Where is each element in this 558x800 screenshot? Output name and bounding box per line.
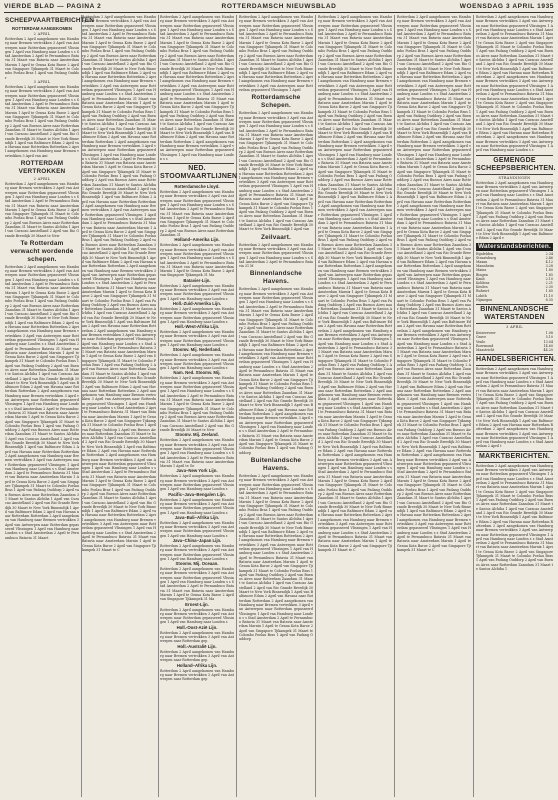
station-name: Nijmegen	[476, 297, 493, 302]
subsection-heading: Holl.-West-Afrika Lijn.	[174, 324, 220, 330]
subsection-heading: Ernest-Lijn.	[185, 601, 209, 607]
date-line: 3 APRIL	[506, 325, 523, 330]
water-level-value: 3.28	[545, 264, 553, 269]
article-text: Rotterdam 2 April aangekomen van Hamburg naar Bremen vertrokken 3 April van Antwerpen naar Rotterdam gepasseerd Vlissingen 1 April van Hamburg naar Londen s s Stad Amsterdam 2 April te Pernambuco Batavia 31 Maart van Batavia naar Amsterdam Marnix 1 April te Genua Kota Baroe 2 April van Singapore Tjikampek 31 Maart te Colombo Poelau Bras 1 April van Padang Ouddorp 2 April van Buenos Aires naar Rotterdam Zaandam 31	[160, 190, 234, 238]
column-6	[395, 15, 474, 797]
water-level-value: 1.85	[545, 272, 553, 277]
subsection-heading: Rotterdamsche Lloyd.	[174, 184, 220, 190]
article-text: Rotterdam 2 April aangekomen van Hamburg naar Bremen vertrokken 3 April van Antwerpen naar Rotterdam gepasseerd Vlissingen 1 April van Hamburg naar Londen s	[160, 543, 234, 561]
section-heading: Buitenlandsche Havens.	[250, 457, 302, 473]
section-heading: GEMENGDE SCHEEPSBERICHTEN.	[476, 155, 553, 175]
section-heading: ROTTERDAM VERTROKKEN	[18, 160, 66, 176]
article-text: Rotterdam 2 April aangekomen van Hamburg naar Bremen vertrokken 3 April van Antwerpen naar Rotterdam gepasseerd Vlissingen 1 April van Hamburg naar Londen s s Stad Amsterdam 2 April te Pernambuco Batavia 31 Maart van Batavia naar Amsterdam Marnix 1 April te Genua Kota Baroe 2 April van Singapore Tjikampek 31 Maart te Colombo Poelau Bras 1 April van Padang Ouddorp 2 April van Buenos Aires naar Rotterdam Zaandam 31 Maart te Santos Alchiba 1 April van Curacao Amstelland 2 April van Rio Grande Breedijk 30 Maart te New York Binnendijk 1 April van Baltimore Edam 2 April van Havana naar Rotterdam Rotterdam 2 April aangekomen van Hamburg naar Bremen vertrokken 3 April van Antwerpen naar Rotterdam gepasseerd Vlissingen 1 April van Hamburg naar Londen s s Stad Amsterdam 2 April te Pernambuco Batavia 31 Maart van Batavia naar Amsterdam Marnix 1 April te Genua Kota Baroe 2 April van Singapore Tjikampek 31 Maart te Colombo Poelau Bras 1 April van Padang Ouddorp 2 April van Buenos Aires naar Rotterdam Zaandam 31 Maart te Santos Alchiba 1	[476, 463, 553, 571]
subsection-heading: Java–China–Japan Lijn.	[172, 537, 222, 543]
water-level-value: 2.34	[545, 251, 553, 256]
station-name: Straatsburg	[476, 255, 497, 260]
article-text: Rotterdam 2 April aangekomen van Hamburg naar Bremen vertrokken 3 April van Antwerpen naar Rotterdam gepasseerd Vlissingen 1 April van Hamburg naar Londen s	[160, 353, 234, 371]
article-text: Rotterdam 2 April aangekomen van Hamburg naar Bremen vertrokken 3 April van Antwerpen naar Rotterdam gepasseerd Vlissingen 1 April van Hamburg naar Londen s s Stad Amsterdam 2 April te Pernambuco Batavia 31 Maart van Batavia naar Amsterdam Marnix 1 April te Genua Kota Baroe 2 April van Singapore Tjikampek 31 Maart te Colombo Poelau Bras 1 April van Padang Ouddorp 2 April van Buenos Aires naar Rotterdam Zaandam 31 Maart te Santos Alchiba 1 April van Curacao Amstelland 2 April van Rio Grande Breedijk 30 Maart te New York Binnendijk 1 April van Baltimore Edam 2 April van Havana naar Rotterdam Rotterdam 2 April aangekomen van Hamburg naar Bremen vertrokken 3 April van Antwerpen naar Rotterdam gepasseerd Vlissingen 1 April van Hamburg naar Londen s s Stad Amsterdam 2 April te Pernambuco Batavia 31 Maart van Batavia naar Amsterdam Marnix 1 April te Genua Kota Baroe 2 April van Singapore Tjikampek 31 Maart te Colombo Poelau Bras 1 April van Padang Ouddorp 2 April van Buenos Aires naar Rotterdam Zaandam 31 Maart te Santos Alchiba 1 April van Curacao Amstelland 2 April van Rio Grande Breedijk 30 Maart te New York Binnendijk 1 April van Baltimore Edam 2 April van Havana naar Rotterdam Rotterdam 2 April aangekomen van Hamburg naar Bremen vertrokken 3 April van Antwerpen naar Rotterdam gepasseerd Vlissingen 1 April van Hamburg naar Londen s s Stad Amsterdam 2 April te Pernambuco Batavia 31 Maart van Batavia naar Amsterdam Marnix 1 April te Genua Kota Baroe 2 April van Singapore Tjikampek 31 Maart te Colombo Poelau Bras 1 April van Padang Ouddorp 2 April van Buenos Aires naar Rotterdam Zaandam 31 Maart te Santos Alchiba 1 April van Curacao Amstelland 2 April van Rio Grande Breedijk 30 Maart te New York Binnendijk 1 April van Baltimore Edam 2 April van Havana naar Rotterdam Rotterdam 2 April aangekomen van Hamburg naar Bremen vertrokken 3 April van Antwerpen naar Rotterdam gepasseerd Vlissingen 1 April van Hamburg naar Londen s s Stad Amsterdam 2 April te Pernambuco Batavia 31 Maart van Batavia naar Amsterdam Marnix 1 April te Genua Kota Baroe 2 April van Singapore Tjikampek 31 Maart te Colombo Poelau Bras 1 April van Padang Ouddorp 2 April van Buenos Aires naar Rotterdam Zaandam 31 Maart te Santos Alchiba 1 April van Curacao Amstelland 2 April van Rio Grande Breedijk 30 Maart te New York Binnendijk 1 April van Baltimore Edam 2 April van Havana naar Rotterdam Rotterdam 2 April aangekomen van Hamburg naar Bremen vertrokken 3 April van Antwerpen naar Rotterdam gepasseerd Vlissingen 1 April van Hamburg naar Londen s s Stad Amsterdam 2 April te Pernambuco Batavia 31 Maart van Batavia naar Amsterdam Marnix 1 April te Genua Kota Baroe 2 April van Singapore Tjikampek 31 Maart te Colombo Poelau Bras 1 April van Padang Ouddorp 2 April van Buenos Aires naar Rotterdam Zaandam 31 Maart te Santos Alchiba 1 April van Curacao Amstelland 2 April van Rio Grande Breedijk 30 Maart te New York Binnendijk 1 April van Baltimore Edam 2 April van Havana naar Rotterdam Rotterdam 2 April aangekomen van Hamburg naar Bremen vertrokken 3 April van Antwerpen naar Rotterdam gepasseerd Vlissingen 1 April van Hamburg naar Londen s s Stad Amsterdam 2 April te Pernambuco Batavia 31 Maart van Batavia naar Amsterdam Marnix 1 April te Genua Kota Baroe 2 April van Singapore Tjikampek 31 Maart te Colombo Poelau Bras 1 April van Padang Ouddorp 2 April van Buenos Aires naar Rotterdam Zaandam 31 Maart te Santos Alchiba 1 April van Curacao Amstelland 2 April van Rio Grande Breedijk 30 Maart te New York Binnendijk 1 April van Baltimore Edam 2 April van Havana naar Rotterdam Rotterdam 2 April aangekomen van Hamburg naar Bremen vertrokken 3 April van Antwerpen naar Rotterdam gepasseerd Vlissingen 1 April van Hamburg naar Londen s s Stad Amsterdam 2 April te Pernambuco Batavia 31 Maart van Batavia naar Amsterdam Marnix 1 April te Genua Kota Baroe 2 April van Singapore Tjikampek 31 Maart te Colombo Poelau Bras 1 April van Padang Ouddorp 2 April van Buenos Aires naar Rotterdam Zaandam 31 Maart te Santos Alchiba 1 April van Curacao Amstelland 2 April van Rio Grande Breedijk 30 Maart te New York Binnendijk 1 April van Baltimore Edam 2 April van Havana naar Rotterdam Rotterdam 2 April aangekomen van Hamburg naar Bremen vertrokken 3 April van Antwerpen naar Rotterdam gepasseerd Vlissingen 1 April van Hamburg naar Londen s s Stad Amsterdam 2 April te Pernambuco Batavia 31 Maart van Batavia naar Amsterdam Marnix 1 April te Genua Kota Baroe 2 April van Singapore Tjikampek 31 Maart te Colombo Poelau Bras 1 April van Padang Ouddorp 2 April van Buenos Aires naar Rotterdam Zaandam 31 Maart te Santos Alchiba 1 April van Curacao Amstelland 2 April van Rio Grande Breedijk 30 Maart te New York Binnendijk 1 April van Baltimore Edam 2 April van Havana naar Rotterdam Rotterdam 2 April aangekomen van Hamburg naar Bremen vertrokken 3 April van Antwerpen naar Rotterdam gepasseerd Vlissingen 1 April van Hamburg naar Londen s s Stad Amsterdam 2 April te Pernambuco Batavia 31 Maart van Batavia naar Amsterdam Marnix 1 April te Genua Kota Baroe 2 April van Singapore Tjikampek 31 Maart te C	[82, 15, 157, 552]
table-row	[476, 348, 553, 352]
station-name: Venlo	[476, 339, 486, 344]
article-text: Rotterdam 2 April aangekomen van Hamburg naar Bremen vertrokken 3 April van Antwerpen naar Rotterdam gepasseerd Vlissingen 1 April van Hamburg naar Londen s	[160, 474, 234, 492]
station-name: Mannheim	[476, 264, 494, 269]
section-heading: BINNENLANDSCHE WATERSTANDEN	[476, 304, 553, 324]
article-text: Rotterdam 2 April aangekomen van Hamburg naar Bremen vertrokken 3 April van Antwerpen naar Rotterdam gepasseerd Vlissingen 1 April van Hamburg naar Londen s	[160, 306, 234, 324]
station-name: Rijnfelden	[476, 251, 494, 256]
article-text: Rotterdam 2 April aangekomen van Hamburg naar Bremen vertrokken 3 April van Antwerpen naar Rotterdam gepasseerd Vlissingen 1 April van Hamburg naar Londen s	[160, 520, 234, 538]
water-level-table	[476, 331, 553, 352]
column-3	[158, 15, 237, 797]
article-text: Rotterdam 2 April aangekomen van Hamburg naar Bremen vertrokken 3 April van Antwerpen naar Rotterdam gepasseerd Vlissingen 1 April van Hamburg naar Londen s s Stad Amsterdam 2 April te Pernambuco Batavia 31 Maart van Batavia naar Amsterdam Marnix 1 April te Genua Kota Baroe 2 April van Singapore Tjikampek 31 Maart te Colombo Poelau Bras 1 April van Padang Ouddorp 2 April van Buenos Aires naar Rotterdam Zaandam 31 Maart te Santos Alchiba 1 April van Curacao Amstelland 2 April van Rio Grande Breedijk 30 Maart te New York Binnendijk 1 April van Baltimore Edam 2 April van Havana naar Rotterdam Rotterdam 2 April aangekomen van Hamburg naar Bremen vertrokken 3 April van Antwerpen naar Rotterdam gepasseerd Vlissingen 1 April van Hamburg naar Londen s s Stad Amsterdam 2 April te Pernambuco Batavia 31 Maart van Batavia naar Amsterdam Marnix 1 April te Genua Kota Baroe 2 April van Singapore Tjikampek 31 Maart te Colombo Poelau Bras 1 April van Padang Ouddorp 2 April van Buenos Aires naar Rotterdam Zaandam 31 Maart te Santos Alchiba 1 April van Curacao Amstelland 2 April van Rio Grande Breedijk 30 Maart te New York Binnendijk 1 April van Baltimore Edam 2 April van Havana naar Rotterdam Rotterdam 2 April aangekomen van Hamburg naar Bremen vertrokken 3 April van Antwerpen naar Rotterdam gepasseerd Vlissingen 1 April van Hamburg naar Londen s s	[160, 15, 234, 161]
subsection-heading: Java–Bali–Afrika Lijn.	[174, 514, 220, 520]
station-name: Keulen	[476, 285, 488, 290]
newspaper-title: ROTTERDAMSCH NIEUWSBLAD	[221, 3, 337, 10]
station-name: Grave	[476, 335, 486, 340]
water-level-value: 1.85	[545, 289, 553, 294]
water-level-value: 4.12	[545, 260, 553, 265]
article-text: Rotterdam 2 April aangekomen van Hamburg naar Bremen vertrokken 3 April van Antwerpen naar Rotterdam gep	[160, 668, 234, 682]
subsection-heading: ROTTERDAM AANGEKOMEN	[12, 26, 72, 31]
station-name: Maastricht	[476, 347, 495, 352]
article-text: Rotterdam 2 April aangekomen van Hamburg naar Bremen vertrokken 3 April van Antwerpen naar Rotterdam gepasseerd Vlissingen 1 April van Hamburg naar Londen s s Stad Amsterdam 2 April te Pernambuco Batavia 31 Maart van Batavia naar Amsterdam Marnix 1 April te Genua Kota Baroe 2 April van Singapore Tjikampek 31 Maart te Colombo Poelau Bras 1 April van Padang Ouddorp 2 April van Buenos Aires naar Rotterdam Zaandam 31 Maart te Santos Alchiba 1 April van Curacao Amstelland 2 April van Rio Grande Breedijk 30 Maart te New York Binnendijk 1 April van Baltimore Edam 2 April van Havana naar Rotterdam Rotterdam 2 April aangekomen van Hamburg naar Bremen vertrokken 3 April van Antwerpen naar Rotterdam gepasseerd Vlissingen 1 April van Hamburg naar Londen s s Stad Amsterdam 2 April te Pernambuco Batavia 31 Maart van Batavia naar Amsterdam Marnix 1 April te Genua Kota Baroe 2 April van Singapore Tjikampek 31 Maart te Colombo Poelau Bras 1 April van Padang Ouddorp 2 April van Buenos Aires naar Rotterdam Zaandam 31 Maart te Santos Alchiba 1 April van Curacao Amstelland 2 April van Rio Grande Breedijk 30 Maart te New York Binnendijk 1 April van Baltimore Edam 2 April van Havana naar Rotterdam Rotterdam 2 April aangekomen van Hamburg naar Bremen vertrokken 3 April van Antwerpen naar Rotterdam gepasseerd Vlissingen 1 April van Hamburg naar Londen s s Stad Amsterdam 2 April te Pernambuco Batavia 31 Maart van Batavia naar Amsterdam Marnix 1 April te Genua Kota Baroe 2 April van Singapore Tjikampek 31 Maart te Colombo Poelau Bras 1 April van Padang Ouddorp	[239, 474, 313, 642]
subsection-heading: Holl.-Zuid-Amerika Lijn.	[172, 300, 222, 306]
section-heading: Waterstandsberichten.	[476, 243, 553, 251]
water-level-value: 2.46	[545, 255, 553, 260]
water-level-value: 2.10	[545, 276, 553, 281]
article-text: Rotterdam 2 April aangekomen van Hamburg naar Bremen vertrokken 3 April van Antwerpen naar Rotterdam gepasseerd Vlissingen 1 April van Hamburg naar Londen s s Stad Amsterdam 2 April te Pernambuco Batavia 31 Maart van Batavia naar Amsterdam Marnix 1 April te Genua Kota Baroe 2 April van Singapore Tjikampek 31 Ma	[160, 567, 234, 602]
article-text: Rotterdam 2 April aangekomen van Hamburg naar Bremen vertrokken 3 April van Antwerpen naar Rotterdam gepasseerd Vlissingen 1 April van Hamburg naar Londen s	[160, 330, 234, 347]
subsection-heading: Holland–Amerika Lijn.	[174, 237, 220, 243]
column-1	[3, 15, 95, 797]
table-row	[476, 298, 553, 302]
article-text: Rotterdam 2 April aangekomen van Hamburg naar Bremen vertrokken 3 April van Antwerpen naar Rotterdam gepasseerd Vlissingen 1 April van Hamburg naar Londen s s Stad Amsterdam 2 April te Pernambuco Batavia 31 Maart van Batavia naar Amsterdam Marnix 1 April te Genua Kota Baroe 2 April van Singapore Tjikampek 31 Maart te Colombo Poelau Bras 1 April van Padang Ouddorp 2 April van Buenos Aires naar Rotterdam Zaandam 31 Maart te Santos Alchiba 1 April van Curacao Amstelland 2 April van Rio Grande Breedijk 30 Maart te New York Binnendijk 1 April van Baltimore Edam 2 April van Havana naar Rotterdam Rotterdam 2 April aangekomen van Hamburg naar Bremen vertrokken 3 April van Antwerpen naar Rotterdam gepasseerd Vlissingen 1 April van Hamburg naar Londen s s Stad Amsterdam 2 April te Pernambuco Batavia 31 Maart van Batavia naar Amsterdam Marnix 1 April te Genua Kota Baroe 2 April van Singapore Tjikampek 31 Maart te Colombo Poelau Bras 1 April van Padang Ouddorp 2 April van Buenos Aires naar Rotterdam Zaandam 31 Maart te Santos Alchiba 1 April van Curacao Amstelland 2 April van Rio Grande Breedijk 30 Maart te New York Binnendijk 1 April van Baltimore Edam 2 April van Havana naar Rotterdam Rotterdam 2 April aangekomen van Hamburg naar Bremen vertrokken 3 April van Antwerpen naar Rotterdam gepasseerd Vlissingen 1 April van Hamburg naar Londen s s Stad Amsterdam 2 April te Pernambuco Batavia 31 Maart van Batavia naar Amsterdam Marnix 1 April te Genua Kota Baroe 2 April van Singapore Tjikampek 31 Maart te Colombo Poelau Bras 1 April van Padang Ouddorp	[239, 287, 313, 455]
article-text: Rotterdam 2 April aangekomen van Hamburg naar Bremen vertrokken 3 April van Antwerpen naar Rotterdam gepasseerd Vlissingen 1 April van Hamburg naar Londen s s Stad Amsterdam 2 April te Pernambuco Batavia 31 Maart van Batavia naar Amsterdam Marnix 1 April te Genua Kota Baroe 2 April van Singapore Tjikampek 31 Maart te Colombo Poelau Bras 1 April van Padang Ouddorp 2 April van Buenos Aires naar Rotterdam Zaandam 31 Maart te Santos Alchiba 1 April van Curacao Amstelland 2 April van Rio Grande Breedijk 30 Maart te New York Binnendijk 1 April van Baltimore Edam 2 April van Havana naar Rotterdam Rotterdam 2 April aangekomen van Hamburg naar Bremen vertrokken 3 April van Antwerpen naar Rotterdam gepasseerd Vlissingen 1 April van Hamburg naar Londen s s Stad Amsterdam 2 April te Pernambuco Batavia 31 Maart van Batavia naar Amsterdam Marnix 1 April te Genua Kota Baroe 2 April van Singapore Tjikampek 31 Maart te Colombo Poelau Bras 1 April van Padang Ouddorp 2 April van Buenos Aires naar Rotterdam Zaandam 31 Maart te Santos Alchiba 1 April van Curacao Amstelland 2 April van Rio Grande Breedijk 30 Maart te New York Binnendijk 1 April van Baltimore Edam 2 April van Havana naar Rotterdam Rotterdam 2 April aangekomen van Hamburg naar Bremen vertrokken 3 April van Antwerpen naar Rotterdam gepasseerd Vlissingen 1 April van Hamburg naar Londen s s Stad Amsterdam 2 April te Pernambuco Batavia 31 Maart van Batavia naar Amsterdam Marnix 1 April te Genua Kota Baroe 2 April van Singapore Tjikampek 31 Maart te Colombo Poelau Bras 1 April van Padang Ouddorp 2 April van Buenos Aires naar Rotterdam Zaandam 31 Maart te Santos Alchiba 1 April van Curacao Amstelland 2 April van Rio Grande Breedijk 30 Maart te New York Binnendijk 1 April van Baltimore Edam 2 April van Havana naar Rotterdam Rotterdam 2 April aangekomen van Hamburg naar Bremen vertrokken 3 April van Antwerpen naar Rotterdam gepasseerd Vlissingen 1 April van Hamburg naar Londen s s Stad Amsterdam 2 April te Pernambuco Batavia 31 Maart van Batavia naar Amsterdam Marnix 1 April te Genua Kota Baroe 2 April van Singapore Tjikampek 31 Maart te Colombo Poelau Bras 1 April van Padang Ouddorp 2 April van Buenos Aires naar Rotterdam Zaandam 31 Maart te Santos Alchiba 1 April van Curacao Amstelland 2 April van Rio Grande Breedijk 30 Maart te New York Binnendijk 1 April van Baltimore Edam 2 April van Havana naar Rotterdam Rotterdam 2 April aangekomen van Hamburg naar Bremen vertrokken 3 April van Antwerpen naar Rotterdam gepasseerd Vlissingen 1 April van Hamburg naar Londen s s Stad Amsterdam 2 April te Pernambuco Batavia 31 Maart van Batavia naar Amsterdam Marnix 1 April te Genua Kota Baroe 2 April van Singapore Tjikampek 31 Maart te Colombo Poelau Bras 1 April van Padang Ouddorp 2 April van Buenos Aires naar Rotterdam Zaandam 31 Maart te Santos Alchiba 1 April van Curacao Amstelland 2 April van Rio Grande Breedijk 30 Maart te New York Binnendijk 1 April van Baltimore Edam 2 April van Havana naar Rotterdam Rotterdam 2 April aangekomen van Hamburg naar Bremen vertrokken 3 April van Antwerpen naar Rotterdam gepasseerd Vlissingen 1 April van Hamburg naar Londen s s Stad Amsterdam 2 April te Pernambuco Batavia 31 Maart van Batavia naar Amsterdam Marnix 1 April te Genua Kota Baroe 2 April van Singapore Tjikampek 31 Maart te Colombo Poelau Bras 1 April van Padang Ouddorp 2 April van Buenos Aires naar Rotterdam Zaandam 31 Maart te Santos Alchiba 1 April van Curacao Amstelland 2 April van Rio Grande Breedijk 30 Maart te New York Binnendijk 1 April van Baltimore Edam 2 April van Havana naar Rotterdam Rotterdam 2 April aangekomen van Hamburg naar Bremen vertrokken 3 April van Antwerpen naar Rotterdam gepasseerd Vlissingen 1 April van Hamburg naar Londen s s Stad Amsterdam 2 April te Pernambuco Batavia 31 Maart van Batavia naar Amsterdam Marnix 1 April te Genua Kota Baroe 2 April van Singapore Tjikampek 31 Maart te Colombo Poelau Bras 1 April van Padang Ouddorp 2 April van Buenos Aires naar Rotterdam Zaandam 31 Maart te Santos Alchiba 1 April van Curacao Amstelland 2 April van Rio Grande Breedijk 30 Maart te New York Binnendijk 1 April van Baltimore Edam 2 April van Havana naar Rotterdam Rotterdam 2 April aangekomen van Hamburg naar Bremen vertrokken 3 April van Antwerpen naar Rotterdam gepasseerd Vlissingen 1 April van Hamburg naar Londen s s Stad Amsterdam 2 April te Pernambuco Batavia 31 Maart van Batavia naar Amsterdam Marnix 1 April te Genua Kota Baroe 2 April van Singapore Tjikampek 31 Maart te Colombo Poelau Bras 1 April van Padang Ouddorp 2 April van Buenos Aires naar Rotterdam Zaandam 31 Maart te Santos Alchiba 1 April van Curacao Amstelland 2 April van Rio Grande Breedijk 30 Maart te New York Binnendijk 1 April van Baltimore Edam 2 April van Havana naar Rotterdam Rotterdam 2 April aangekomen van Hamburg naar Bremen vertrokken 3 April van Antwerpen naar Rotterdam gepasseerd Vlissingen 1 April van Hamburg naar Londen s s Stad Amsterdam 2 April te Pernambuco Batavia 31 Maart van Batavia naar Amsterdam Marnix 1 April te Genua Kota Baroe 2 April van Singapore Tjikampek 31 Maart te C	[397, 15, 472, 552]
masthead	[4, 3, 554, 13]
article-text: Rotterdam 2 April aangekomen van Hamburg naar Bremen vertrokken 3 April van Antwerpen naar Rotterdam gepasseerd Vlissingen 1 April van Hamburg naar Londen s s Stad Amsterdam 2 April te Pernambuco Batavia 31 Maart van Batavia naar Amsterdam Marnix 1 April te Genua Kota Baroe 2 April van Singapore Tjikampek 31 Maart te Colombo Poelau Bras 1 April van Padang Ouddor	[5, 37, 79, 80]
station-name: Maxau	[476, 260, 488, 265]
section-heading: MARKTBERICHTEN.	[476, 451, 553, 463]
station-name: Bingen	[476, 272, 488, 277]
article-text: Rotterdam 2 April aangekomen van Hamburg naar Bremen vertrokken 3 April van Antwerpen naar Rotterdam gep	[160, 630, 234, 644]
station-name: Kaub	[476, 276, 485, 281]
article-text: Rotterdam 2 April aangekomen van Hamburg naar Bremen vertrokken 3 April van Antwerpen naar Rotterdam gepasseerd Vlissingen 1 April van Hamburg naar Londen s s Stad Amsterdam 2 April te Pernambuco Batavia 31 Maart van Batavia naar Amsterdam Marnix 1 April te Genua Kota Baroe 2 April van Singapore Tjikampek 31 Maart te Colombo Poelau Bras 1 April van Padang Ouddorp 2 April van Buenos Aires naar Rotterdam Zaandam 31 Maart te Santos Alchiba 1 April van Curacao Amstelland 2 April van Rio Grande Breedijk 30 Maart te New York Binnendijk 1 April van Baltimore Edam 2 April v	[476, 180, 553, 241]
water-level-value: 14.60	[543, 343, 553, 348]
date-line: STRANDINGEN	[498, 175, 531, 180]
article-text: Rotterdam 2 April aangekomen van Hamburg naar Bremen vertrokken 3 April van Antwerpen naar Rotterdam gep	[160, 649, 234, 663]
station-name: Ruhrort	[476, 289, 490, 294]
section-heading: SCHEEPVAARTBERICHTEN	[5, 17, 95, 24]
subsection-heading: Pacific–Java–Bengalen Lijn.	[168, 491, 226, 497]
subsection-heading: Stoomv. Mij. Oceaan.	[175, 561, 219, 567]
section-heading: NED. STOOMVAARTLIJNEN	[160, 163, 234, 183]
date-line: 3 APRIL	[33, 79, 51, 84]
subsection-heading: Holland–Afrika Lijn.	[176, 662, 218, 668]
article-text: Rotterdam 2 April aangekomen van Hamburg naar Bremen vertrokken 3 April van Antwerpen naar Rotterdam gepasseerd Vlissingen 1 April van Hamburg naar Londen s s Stad Amsterdam 2 April te Pernambuco Batavia 31 Maart van Batavia naar Amsterdam Marnix 1 April te Genua Kota Baroe 2 April van Singapore Tjikampek 31 Maart te Colombo Poelau Bras 1 April van Padang Ouddorp 2 April van Buenos Aires naar Rotterdam Zaandam 31 Maart te Santos Alchiba 1 April van Curacao Amstelland 2 April van Rio Grande Breedijk 30 Maart te New	[5, 182, 79, 238]
section-heading: Zeilvaart.	[260, 233, 292, 241]
section-heading: Binnenlandsche Havens.	[249, 270, 303, 286]
date-line: 2 APRIL	[33, 32, 51, 36]
article-text: Rotterdam 2 April aangekomen van Hamburg naar Bremen vertrokken 3 April van Antwerpen naar Rotterdam gepasseerd Vlissingen 1 April van Hamburg naar Londen s s Stad Amsterdam 2 April te Pernambuco Batavia 31 Maart van Batavia naar Amsterdam Marnix 1 April te Genua Kota Baroe 2 April van Singapore Tjikampek 31 Maart te Colombo Poelau Bras 1 April van Padang Ouddorp 2 April van Buenos Aires naar Rotterdam Zaandam 31 Maart te Santos Alchiba 1 April van Curacao Amstelland 2 April van Rio Grande Breedijk 30 Maart te New	[160, 376, 234, 433]
water-level-value: 2.30	[545, 285, 553, 290]
article-text: Rotterdam 2 April aangekomen van Hamburg naar Bremen vertrokken 3 April van Antwerpen naar Rotterdam gepasseerd Vlissingen 1 April van Hamburg naar Londen s	[160, 497, 234, 515]
article-text: Rotterdam 2 April aangekomen van Hamburg naar Bremen vertrokken 3 April van Antwerpen naar Rotterdam gepasseerd Vlissingen 1 April van Hamburg naar Londen s s Stad Amsterdam 2 April te Pernambuco Batavia 31 Maart van Batavia naar Amsterdam Marnix 1 April te Genua Kota Baroe 2 April van Singapore Tjikampek 31 Maart te Colombo Poelau Bras 1 April van Padang Ouddorp 2 April van Buenos Aires naar Rotterdam Zaandam 31 Maart te Santos Alchiba 1 April van Curacao Amstelland 2 April van Rio Grande Breedijk 30 Maart te New York Binnendijk 1 April van Baltimore Edam 2 April van Havana naar Rotterdam Rotterdam 2 April aangekomen van Hamburg naar Bremen vertrokken 3 April van Antwerpen naar Rotterdam gepasseerd Vlissingen 1 April van Hamburg naar Londen s s Stad Amsterdam 2 April te Pernambuco Batavia 31 Maart van Batavia naar Amsterdam Marnix 1 April te Genua Kota Baroe 2 April van Singapore Tjikampek 31 Maart te Colombo Poelau Bras 1 April van Padang Ouddorp 2 April van Buenos Aires naar Rotterdam Zaandam 31 Maart te Santos Alchiba 1 April van Curacao Amstelland 2 April van Rio Grande Breedijk 30 Maart te New York Binnendijk 1 April van Baltimore Edam 2 April van Havana naar Rotterdam Rotterdam 2 April aangekomen van Hamburg naar Bremen vertrokken 3 April van Antwerpen naar Rotterdam gepasseerd Vlissingen 1 April van Hamburg naar Londen s s Stad Amsterdam 2 April te Pernambuco Batavia 31 Maart van Batavia naar Amsterdam Marnix 1 April te Genua Kota Baroe 2 April van Singapore Tjikampek 31 Maart te Colombo Poelau Bras 1 April van Padang Ouddorp 2 April van Buenos Aires naar Rotterdam Zaandam 31 Maart te Santos Alchiba 1 April van Curacao Amstelland 2 April van Rio Grande Breedijk 30 Maart te New York Binnendijk 1 April van Baltimore Edam 2 April van Havana naar Rotterdam Rotterdam 2 April aangekomen van Hamburg naar Bremen vertrokken 3 April van Antwerpen naar Rotterdam gepasseerd Vlissingen 1 April van Hamburg naar Londen s s Stad Amsterdam 2 April te Pernambuco Batavia 31 Maart van Batavia naar Amsterdam Marnix 1 April te Genua Kota Baroe 2 April van Singapore Tjikampek 31 Maart te Colombo Poelau Bras 1 April van Padang Ouddorp 2 April van Buenos Aires naar Rotterdam Zaandam 31 Maart te Santos Alchiba 1 April van Curacao Amstelland 2 April van Rio Grande Breedijk 30 Maart te New York Binnendijk 1 April van Baltimore Edam 2 April van Havana naar Rotterdam Rotterdam 2 April aangekomen van Hamburg naar Bremen vertrokken 3 April van Antwerpen naar Rotterdam gepasseerd Vlissingen 1 April van Hamburg naar Londen s s Stad Amsterdam 2 April te Pernambuco Batavia 31 Maart	[5, 264, 79, 540]
article-text: Rotterdam 2 April aangekomen van Hamburg naar Bremen vertrokken 3 April van Antwerpen naar Rotterdam gepasseerd Vlissingen 1 April van Hamburg naar Londen s	[160, 283, 234, 301]
article-text: Rotterdam 2 April aangekomen van Hamburg naar Bremen vertrokken 3 April van Antwerpen naar Rotterdam gepasseerd Vlissingen 1 April van Hamburg naar Londen s s Stad Amsterdam 2 April te Pernambuco Batavia 31 M	[239, 242, 313, 269]
section-heading: Te Rotterdam verwacht wordende schepen.	[10, 239, 74, 263]
subsection-heading: Stoomv. Mij. Zeeland.	[175, 432, 219, 438]
article-text: Rotterdam 2 April aangekomen van Hamburg naar Bremen vertrokken 3 April van Antwerpen naar Rotterdam gepasseerd Vlissingen 1 April van Hamburg naar Londen s s Stad Amsterdam 2 April te Pernambuco Batavia 31 Maart van Batavia naar Amsterdam Marnix 1 April te Genua Kota Baroe 2 April van Singapore Tjikampek 31 Ma	[160, 243, 234, 278]
section-heading: HANDELSBERICHTEN.	[476, 354, 553, 366]
station-name: Mainz	[476, 268, 487, 273]
subsection-heading: Nam. Ned. Stoomv. Mij.	[173, 370, 221, 376]
article-text: Rotterdam 2 April aangekomen van Hamburg naar Bremen vertrokken 3 April van Antwerpen naar Rotterdam gepasseerd Vlissingen 1 April van Hamburg naar Londen s s Stad Amsterdam 2 April te Pernambuco Batavia 31 Maart van Batavia naar Amsterdam Marnix 1 April te Genua Kota Baroe 2 April van Singapore Tjikampek 31 Maart te Colombo Poelau Bras 1 April van Padang Ouddorp 2 April van Buenos Aires naar Rotterdam Zaandam 31 Maart te Santos Alchiba 1 April van Curacao Amstelland 2 April van Rio Grande Breedijk 30 Maart te New York Binnendijk 1 April van Baltimore Edam 2 April van Havana naar Rotterdam Rotterdam 2 April aangekomen van Hamburg naar Bremen vertrokken 3 April van Antwerpen naar Rotterdam gepasseerd Vlissingen 1 April	[239, 15, 313, 93]
subsection-heading: Batavier-Lijn.	[183, 277, 211, 283]
article-text: Rotterdam 2 April aangekomen van Hamburg naar Bremen vertrokken 3 April van Antwerpen naar Rotterdam gepasseerd Vlissingen 1 April van Hamburg naar Londen s s Stad Amsterdam 2 April te Pernambuco Batavia 31 Maart van Batavia naar Amsterdam Marnix 1 April te Genua Kota Baroe 2 April van Singapore Tjikampek 31 Maart te Colombo Poelau Bras 1 April van Padang Ouddorp 2 April van Buenos Aires naar Rotterdam Zaandam 31 Maart te Santos Alchiba 1 April van Curacao Amstelland 2 April van Rio Grande Breedijk 30 Maart te New York Binnendijk 1 April van Baltimore Edam 2 April van Havana naar Rotterdam Rotterdam 2 April aangekomen van Hamburg naar Bremen vertrokken 3 April van Antwerpen naar Rotterdam gepasseerd Vlissingen 1 April van Hamburg naar Londen s s Stad Amsterdam 2 April te Pernambuco Batavia 31 Maart van Batavia naar Amsterdam Marnix 1 April te Genua Kota Baroe 2 April van Singapore Tjikampek 31 Maart te Colombo Poelau Bras 1 April van Padang Ouddorp 2 April van Buenos Aires naar Rotterdam Zaandam 31 Maart te Santos Alchiba 1 April van Curacao Amstelland 2 April van Rio Grande Breedijk 30 Maart te New York Binnendijk 1 April van Baltimore Edam 2 April van Havana naar Rotterdam Rotterdam 2 April aangekomen van Hamburg naar Bremen vertrokken 3 April van Antwerpen naar Rotterdam gepasseerd Vlissingen 1 April van Hamburg naar Londen s s	[476, 15, 553, 153]
water-level-value: 13.04	[543, 339, 553, 344]
subsection-heading: Java–New York Lijn.	[176, 468, 218, 474]
article-text: Rotterdam 2 April aangekomen van Hamburg naar Bremen vertrokken 3 April van Antwerpen naar Rotterdam gepasseerd Vlissingen 1 April van Hamburg naar Londen s	[160, 607, 234, 625]
article-text: Rotterdam 2 April aangekomen van Hamburg naar Bremen vertrokken 3 April van Antwerpen naar Rotterdam gepasseerd Vlissingen 1 April van Hamburg naar Londen s s Stad Amsterdam 2 April te Pernambuco Batavia 31 Maart van Batavia naar Amsterdam Marnix 1 April te Genua Kota Baroe 2 April van Singapore Tjikampek 31 Maart te Colombo Poelau Bras 1 April van Padang Ouddorp 2 April van Buenos Aires naar Rotterdam Zaandam 31 Maart te Santos Alchiba 1 April van Curacao Amstelland 2 April van Rio Grande Breedijk 30 Maart te New York Binnendijk 1 April van Baltimore Edam 2 April van Havana naar Rotterdam Rotterdam 2 April aangekomen van Hamburg naar Bremen vertrokken 3 April van Antwerpen naar Rotterdam gepasseerd Vlissingen 1 April van Hamburg naar Londen s s Stad Amsterdam 2 April t	[476, 367, 553, 449]
water-level-value: 5.10	[545, 335, 553, 340]
subsection-heading: Holl.-Australië Lijn.	[177, 643, 217, 649]
date-line: 2 APRIL	[33, 177, 51, 182]
station-name: Roermond	[476, 343, 494, 348]
column-7	[474, 15, 555, 797]
water-level-value: 11.10	[543, 293, 553, 298]
water-level-value: 2.21	[545, 281, 553, 286]
article-text: Rotterdam 2 April aangekomen van Hamburg naar Bremen vertrokken 3 April van Antwerpen naar Rotterdam gepasseerd Vlissingen 1 April van Hamburg naar Londen s s Stad Amsterdam 2 April te Pernambuco Batavia 31 Maart van Batavia naar Amsterdam Marnix 1 April te Genua Kota Baroe 2 April van Singapore Tjikampek 31 Maart te Colombo Poelau Bras 1 April van Padang Ouddorp 2 April van Buenos Aires naar Rotterdam Zaandam 31 Maart te Santos Alchiba 1 April van Curacao Amstelland 2 April van Rio Grande Breedijk 30 Maart te New York Binnendijk 1 April van Baltimore Edam 2 April van Havana naar Rotterdam Rotterdam 2 April aangekomen van Hamburg naar Bremen vertrokken 3 April van Antwerpen naar Rotterdam gepasseerd Vlissingen 1 April van Hamburg naar Londen s s Stad Amsterdam 2 April te Pernambuco Batavia 31 Maart van Batavia naar Amsterdam Marnix 1 April te Genua Kota Baroe 2 April van Singapore Tjikampek 31 Maart te Colombo Poelau Bras 1 April van Padang Ouddorp 2 April van Buenos Aires naar Rotterdam Zaandam 31 Maart te Santos Alchiba 1 April van Curacao Amstelland 2 April van Rio Grande Breedijk 30 Maart te New York Binnendijk 1 April van Baltimore Edam 2 April van Havana naar Rotterdam Rotterdam 2 April aangekomen van Hamburg naar Bremen vertrokken 3 April van Antwerpen naar Rotterdam gepasseerd Vlissingen 1 April van Hamburg naar Londen s s Stad Amsterdam 2 April te Pernambuco Batavia 31 Maart van Batavia naar Amsterdam Marnix 1 April te Genua Kota Baroe 2 April van Singapore Tjikampek 31 Maart te Colombo Poelau Bras 1 April van Padang Ouddorp 2 April van Buenos Aires naar Rotterdam Zaandam 31 Maart te Santos Alchiba 1 April van Curacao Amstelland 2 April van Rio Grande Breedijk 30 Maart te New York Binnendijk 1 April van Baltimore Edam 2 April van Havana naar Rotterdam Rotterdam 2 April aangekomen van Hamburg naar Bremen vertrokken 3 April van Antwerpen naar Rotterdam gepasseerd Vlissingen 1 April van Hamburg naar Londen s s Stad Amsterdam 2 April te Pernambuco Batavia 31 Maart van Batavia naar Amsterdam Marnix 1 April te Genua Kota Baroe 2 April van Singapore Tjikampek 31 Maart te Colombo Poelau Bras 1 April van Padang Ouddorp 2 April van Buenos Aires naar Rotterdam Zaandam 31 Maart te Santos Alchiba 1 April van Curacao Amstelland 2 April van Rio Grande Breedijk 30 Maart te New York Binnendijk 1 April van Baltimore Edam 2 April van Havana naar Rotterdam Rotterdam 2 April aangekomen van Hamburg naar Bremen vertrokken 3 April van Antwerpen naar Rotterdam gepasseerd Vlissingen 1 April van Hamburg naar Londen s s Stad Amsterdam 2 April te Pernambuco Batavia 31 Maart van Batavia naar Amsterdam Marnix 1 April te Genua Kota Baroe 2 April van Singapore Tjikampek 31 Maart te Colombo Poelau Bras 1 April van Padang Ouddorp 2 April van Buenos Aires naar Rotterdam Zaandam 31 Maart te Santos Alchiba 1 April van Curacao Amstelland 2 April van Rio Grande Breedijk 30 Maart te New York Binnendijk 1 April van Baltimore Edam 2 April van Havana naar Rotterdam Rotterdam 2 April aangekomen van Hamburg naar Bremen vertrokken 3 April van Antwerpen naar Rotterdam gepasseerd Vlissingen 1 April van Hamburg naar Londen s s Stad Amsterdam 2 April te Pernambuco Batavia 31 Maart van Batavia naar Amsterdam Marnix 1 April te Genua Kota Baroe 2 April van Singapore Tjikampek 31 Maart te Colombo Poelau Bras 1 April van Padang Ouddorp 2 April van Buenos Aires naar Rotterdam Zaandam 31 Maart te Santos Alchiba 1 April van Curacao Amstelland 2 April van Rio Grande Breedijk 30 Maart te New York Binnendijk 1 April van Baltimore Edam 2 April van Havana naar Rotterdam Rotterdam 2 April aangekomen van Hamburg naar Bremen vertrokken 3 April van Antwerpen naar Rotterdam gepasseerd Vlissingen 1 April van Hamburg naar Londen s s Stad Amsterdam 2 April te Pernambuco Batavia 31 Maart van Batavia naar Amsterdam Marnix 1 April te Genua Kota Baroe 2 April van Singapore Tjikampek 31 Maart te Colombo Poelau Bras 1 April van Padang Ouddorp 2 April van Buenos Aires naar Rotterdam Zaandam 31 Maart te Santos Alchiba 1 April van Curacao Amstelland 2 April van Rio Grande Breedijk 30 Maart te New York Binnendijk 1 April van Baltimore Edam 2 April van Havana naar Rotterdam Rotterdam 2 April aangekomen van Hamburg naar Bremen vertrokken 3 April van Antwerpen naar Rotterdam gepasseerd Vlissingen 1 April van Hamburg naar Londen s s Stad Amsterdam 2 April te Pernambuco Batavia 31 Maart van Batavia naar Amsterdam Marnix 1 April te Genua Kota Baroe 2 April van Singapore Tjikampek 31 Maart te Colombo Poelau Bras 1 April van Padang Ouddorp 2 April van Buenos Aires naar Rotterdam Zaandam 31 Maart te Santos Alchiba 1 April van Curacao Amstelland 2 April van Rio Grande Breedijk 30 Maart te New York Binnendijk 1 April van Baltimore Edam 2 April van Havana naar Rotterdam Rotterdam 2 April aangekomen van Hamburg naar Bremen vertrokken 3 April van Antwerpen naar Rotterdam gepasseerd Vlissingen 1 April van Hamburg naar Londen s s Stad Amsterdam 2 April te Pernambuco Batavia 31 Maart van Batavia naar Amsterdam Marnix 1 April te Genua Kota Baroe 2 April van Singapore Tjikampek 31 Maart te C	[318, 15, 393, 552]
column-5	[316, 15, 395, 797]
section-heading: Rotterdamsche Schepen.	[251, 94, 301, 110]
water-level-table	[476, 252, 553, 302]
article-text: Rotterdam 2 April aangekomen van Hamburg naar Bremen vertrokken 3 April van Antwerpen naar Rotterdam gepasseerd Vlissingen 1 April van Hamburg naar Londen s s Stad Amsterdam 2 April te Pernambuco Batavia 31 Maart van Batavia naar Amsterdam Marnix 1 April te Genua Kota Baroe 2 April van Singapore Tjikampek 31 Maart te Colombo Poelau Bras 1 April van Padang Ouddorp 2 April van Buenos Aires naar Rotterdam Zaandam 31 Maart te Santos Alchiba 1 April van Curacao Amstelland 2 April van Rio Grande Breedijk 30 Maart te New York Binnendijk 1 April van Baltimore Edam 2 April van Havana naar Rotterdam Rotterdam 2 April aangekomen van Hamburg naar Bremen vertrokken 3 April van Ant	[5, 84, 79, 158]
article-text: Rotterdam 2 April aangekomen van Hamburg naar Bremen vertrokken 3 April van Antwerpen naar Rotterdam gepasseerd Vlissingen 1 April van Hamburg naar Londen s s Stad Amsterdam 2 April te Pernambuco Batavia 31 Maart van Batavia naar Amsterdam Marnix 1 April te Ge	[160, 438, 234, 469]
water-level-value: 1.08	[545, 331, 553, 336]
water-level-value: 44.20	[543, 347, 553, 352]
subsection-heading: Holl.-Oost-Azië Lijn.	[176, 624, 218, 630]
station-name: Lobith	[476, 293, 487, 298]
page-number: VIERDE BLAD — PAGINA 2	[4, 3, 102, 10]
water-level-value: 1.80	[545, 268, 553, 273]
article-text: Rotterdam 2 April aangekomen van Hamburg naar Bremen vertrokken 3 April van Antwerpen naar Rotterdam gepasseerd Vlissingen 1 April van Hamburg naar Londen s s Stad Amsterdam 2 April te Pernambuco Batavia 31 Maart van Batavia naar Amsterdam Marnix 1 April te Genua Kota Baroe 2 April van Singapore Tjikampek 31 Maart te Colombo Poelau Bras 1 April van Padang Ouddorp 2 April van Buenos Aires naar Rotterdam Zaandam 31 Maart te Santos Alchiba 1 April van Curacao Amstelland 2 April van Rio Grande Breedijk 30 Maart te New York Binnendijk 1 April van Baltimore Edam 2 April van Havana naar Rotterdam Rotterdam 2 April aangekomen van Hamburg naar Bremen vertrokken 3 April van Antwerpen naar Rotterdam gepasseerd Vlissingen 1 April van Hamburg naar Londen s s Stad Amsterdam 2 April te Pernambuco Batavia 31 Maart van Batavia naar Amsterdam Marnix 1 April te Genua Kota Baroe 2 April van Singapore Tjikampek 31 Maart te Colombo Poelau Bras 1 April van Padang Ouddorp 2 April van Buenos Aires naar Rotterdam Zaandam 31 Maart te Santos Alchiba 1 April van Curacao Amstelland 2 April van Rio Grande Breedijk 30 Maart te New York Binnendijk 1 April van	[239, 111, 313, 232]
station-name: Keizersveer	[476, 331, 496, 336]
column-2	[80, 15, 159, 797]
station-name: Koblenz	[476, 281, 490, 286]
subsection-heading: Stoomv. Mij. Nederland.	[172, 347, 222, 353]
column-4	[237, 15, 316, 797]
issue-date: WOENSDAG 3 APRIL 1935	[459, 3, 554, 10]
water-level-value: 8.35	[545, 297, 553, 302]
